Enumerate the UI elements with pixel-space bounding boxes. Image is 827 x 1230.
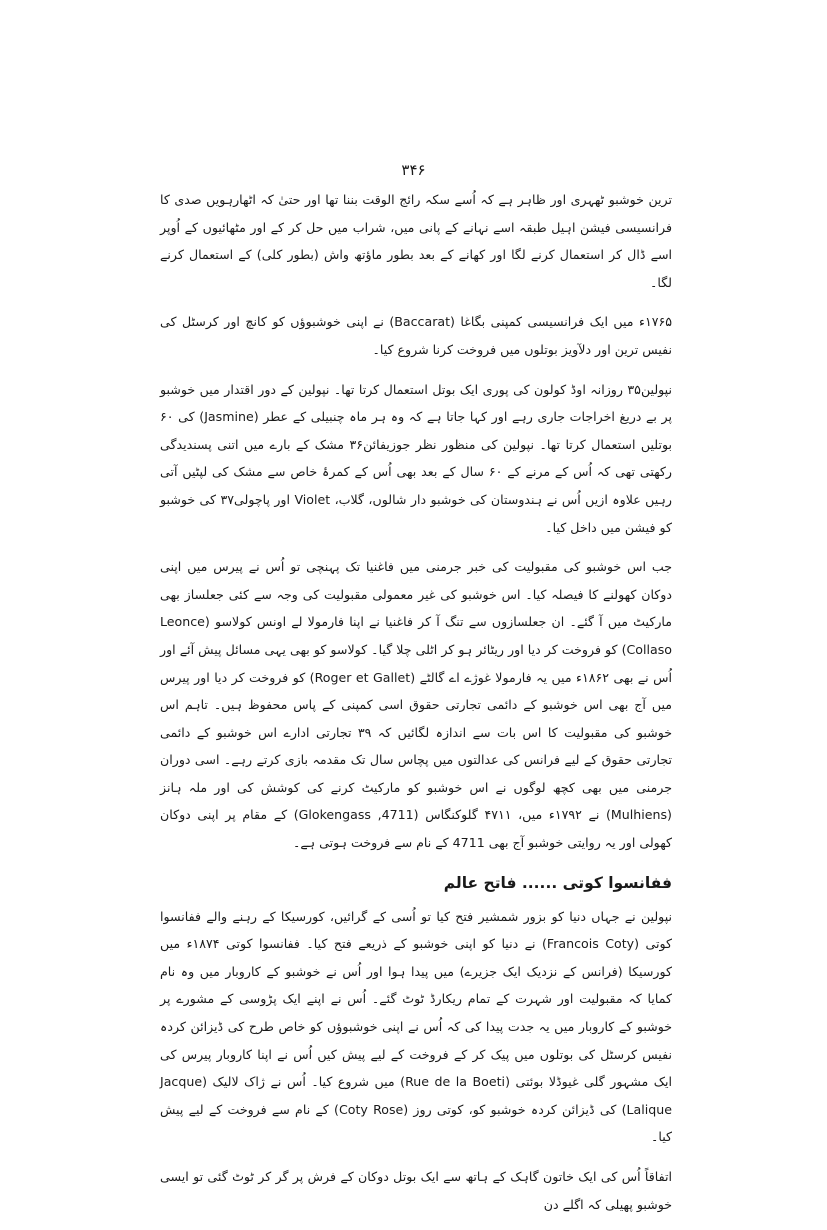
paragraph-5: نپولین نے جہاں دنیا کو بزور شمشیر فتح کیا تو اُسی کے گرائیں، کورسیکا کے رہنے والے ففانسوا کوتی (Francois Coty) نے دنیا کو اپنی خوشبو کے ذریعے فتح کیا۔ ففانسوا کوتی ۱۸۷۴ء میں کورسیکا (فرانس کے نزدیک ایک جزیرے) میں پیدا ہوا اور اُس نے خوشبو کے کاروبار میں وہ نام کمایا کہ مقبولیت اور شہرت کے تمام ریکارڈ ٹوٹ گئے۔ اُس نے اپنے ایک پڑوسی کے مشورے پر خوشبو کے کاروبار میں یہ جدت پیدا کی کہ اُس نے اپنی خوشبوؤں کو خاص طرح کی ڈیزائن کردہ نفیس کرسٹل کی بوتلوں میں پیک کر کے فروخت کے لیے پیش کیں اُس نے اپنا کاروبار پیرس کی ایک مشہور گلی غیوڈلا بوئتی (Rue de la Boeti) میں شروع کیا۔ اُس نے ژاک لالیک (Jacque Lalique) کی ڈیزائن کردہ خوشبو کو، کوتی روز (Coty Rose) کے نام سے فروخت کے لیے پیش کیا۔ [160,908,673,1145]
paragraph-6: اتفاقاً اُس کی ایک خاتون گاہک کے ہاتھ سے ایک بوتل دوکان کے فرش پر گر کر ٹوٹ گئی تو ایسی خوشبو پھیلی کہ اگلے دن [160,1169,672,1212]
text-body [160,186,672,1230]
page-number: ۳۴۶ [401,161,426,179]
paragraph-3: نپولین۳۵ روزانہ اوڈ کولون کی پوری ایک بوتل استعمال کرتا تھا۔ نپولین کے دور اقتدار میں خوشبو پر بے دریغ اخراجات جاری رہے اور کہا جاتا ہے کہ وہ ہر ماہ چنبیلی کے عطر (Jasmine) کی ۶۰ بوتلیں استعمال کرتا تھا۔ نپولین کی منظور نظر جوزیفائن۳۶ مشک کے بارے میں اتنی پسندیدگی رکھتی تھی کہ اُس کے مرنے کے ۶۰ سال کے بعد بھی اُس کے کمرۂ خاص سے مشک کی لپٹیں آتی رہیں علاوہ ازیں اُس نے ہندوستان کی خوشبو دار شالوں، گلاب، Violet اور پاچولی۳۷ کی خوشبو کو فیشن میں داخل کیا۔ [160,381,673,535]
paragraph-4: جب اس خوشبو کی مقبولیت کی خبر جرمنی میں فاغنیا تک پہنچی تو اُس نے پیرس میں اپنی دوکان کھولنے کا فیصلہ کیا۔ اس خوشبو کی غیر معمولی مقبولیت کی وجہ سے کئی جعلساز بھی مارکیٹ میں آ گئے۔ ان جعلسازوں سے تنگ آ کر فاغنیا نے اپنا فارمولا لے اونس کولاسو (Leonce Collaso) کو فروخت کر دیا اور ریٹائر ہو کر اٹلی چلا گیا۔ کولاسو کو بھی یہی مسائل پیش آئے اور اُس نے بھی ۱۸۶۲ء میں یہ فارمولا غوژے اے گالٹے (Roger et Gallet) کو فروخت کر دیا اور پیرس میں آج بھی اس خوشبو کے دائمی تجارتی حقوق اسی کمپنی کے پاس محفوظ ہیں۔ تاہم اس خوشبو کی مقبولیت کا اس بات سے اندازہ لگائیں کہ ۳۹ تجارتی ادارے اس خوشبو کے دائمی تجارتی حقوق کے لیے فرانس کی عدالتوں میں پچاس سال تک مقدمہ بازی کرتے رہے۔ اسی دوران جرمنی میں بھی کچھ لوگوں نے اس خوشبو کو مارکیٹ کرنے کی کوشش کی اور ملہ ہانز (Mulhiens) نے ۱۷۹۲ء میں، ۴۷۱۱ گلوکنگاس (4711, Glokengass) کے مقام پر اپنی دوکان کھولی اور یہ روایتی خوشبو آج بھی 4711 کے نام سے فروخت ہوتی ہے۔ [160,559,673,851]
paragraph-2: ۱۷۶۵ء میں ایک فرانسیسی کمپنی بگاغا (Baccarat) نے اپنی خوشبوؤں کو کانچ اور کرسٹل کی نفیس ترین اور دلآویز بوتلوں میں فروخت کرنا شروع کیا۔ [160,314,672,357]
section-heading: ففانسوا کوتی ...... فاتح عالم [443,873,672,892]
paragraph-1: ترین خوشبو ٹھہری اور ظاہر ہے کہ اُسے سکہ رائج الوقت بننا تھا اور حتیٰ کہ اٹھارہویں صدی کا فرانسیسی فیشن اہیل طبقہ اسے نہانے کے پانی میں، شراب میں حل کر کے اور مٹھائیوں کے اُوپر اسے ڈال کر استعمال کرنے لگا اور کھانے کے بعد بطور ماؤتھ واش (بطور کلی) کے استعمال کرنے لگا۔ [160,192,672,290]
